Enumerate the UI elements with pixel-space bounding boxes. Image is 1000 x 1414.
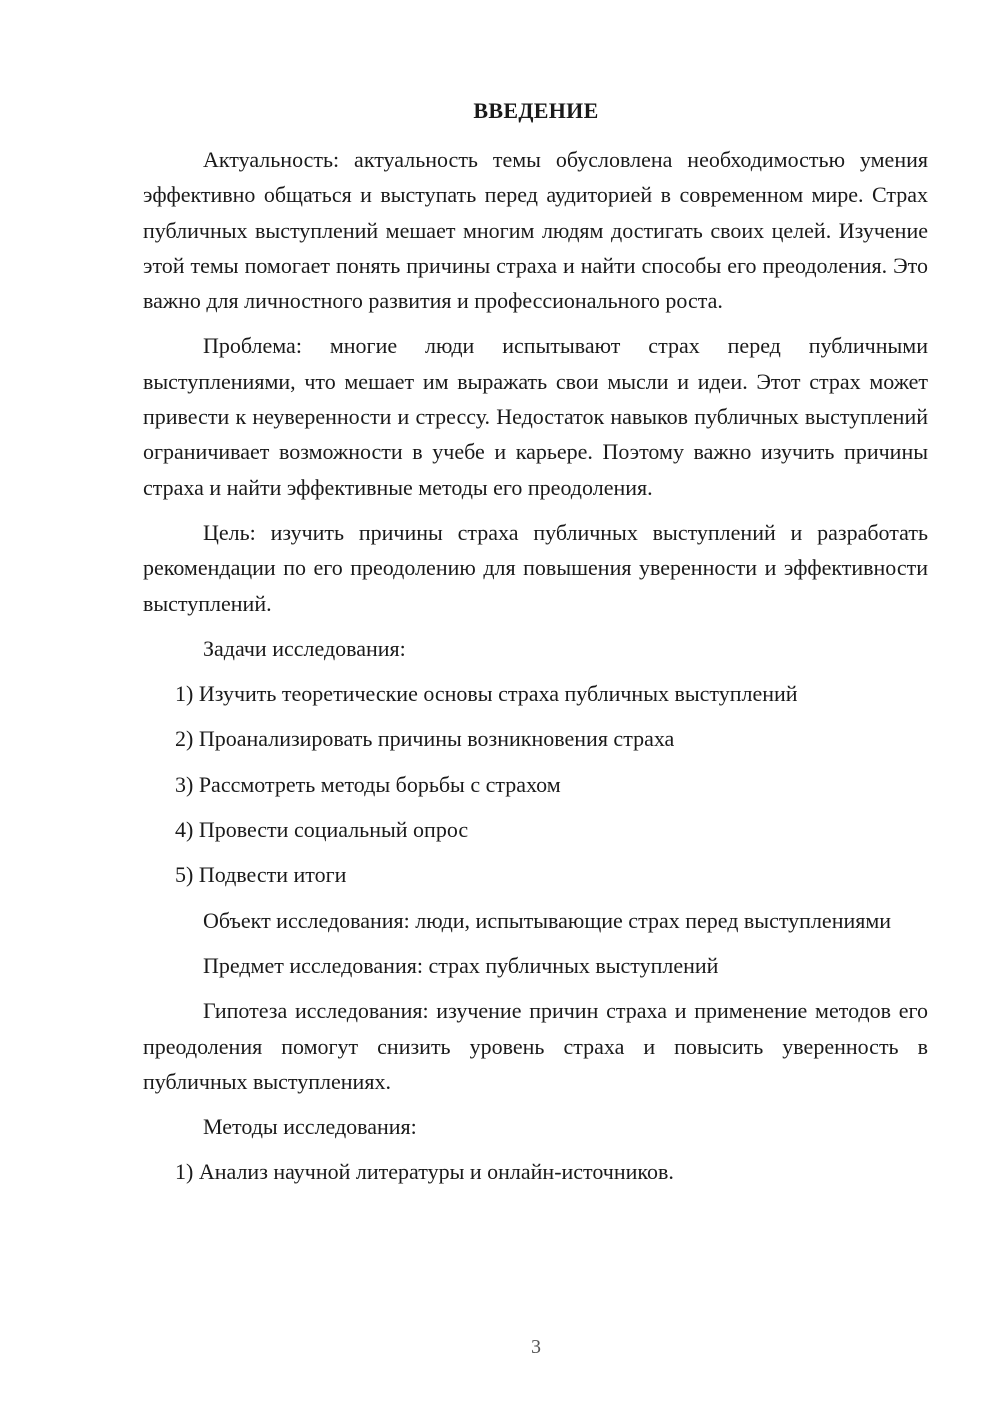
paragraph-relevance: Актуальность: актуальность темы обусловлена необходимостью умения эффективно общаться и выступать перед аудиторией в современном мире. Страх публичных выступлений мешает многим людям достигать своих целей. Изучение этой темы помогает понять причины страха и найти способы его преодоления. Это важно для личностного развития и профессионального роста. xyxy=(143,147,928,314)
method-item: 1) Анализ научной литературы и онлайн-источников. xyxy=(175,1159,674,1185)
paragraph-subject: Предмет исследования: страх публичных выступлений xyxy=(203,952,719,978)
tasks-heading: Задачи исследования: xyxy=(203,635,406,661)
page-title: ВВЕДЕНИЕ xyxy=(473,98,599,123)
task-item: 3) Рассмотреть методы борьбы с страхом xyxy=(175,771,561,797)
page-number: 3 xyxy=(531,1336,541,1358)
task-item: 1) Изучить теоретические основы страха публичных выступлений xyxy=(175,681,798,707)
paragraph-object: Объект исследования: люди, испытывающие страх перед выступлениями xyxy=(203,907,892,933)
task-item: 2) Проанализировать причины возникновения страха xyxy=(175,726,675,752)
paragraph-problem: Проблема: многие люди испытывают страх перед публичными выступлениями, что мешает им выражать свои мысли и идеи. Этот страх может привести к неуверенности и стрессу. Недостаток навыков публичных выступлений ограничивает возможности в учебе и карьере. Поэтому важно изучить причины страха и найти эффективные методы его преодоления. xyxy=(143,333,928,500)
paragraph-goal: Цель: изучить причины страха публичных выступлений и разработать рекомендации по его преодолению для повышения уверенности и эффективности выступлений. xyxy=(143,519,928,616)
task-item: 5) Подвести итоги xyxy=(175,862,347,888)
document-body xyxy=(143,142,928,1200)
paragraph-hypothesis: Гипотеза исследования: изучение причин страха и применение методов его преодоления помогут снизить уровень страха и повысить уверенность в публичных выступлениях. xyxy=(143,998,928,1094)
task-item: 4) Провести социальный опрос xyxy=(175,817,469,843)
methods-heading: Методы исследования: xyxy=(203,1114,417,1140)
